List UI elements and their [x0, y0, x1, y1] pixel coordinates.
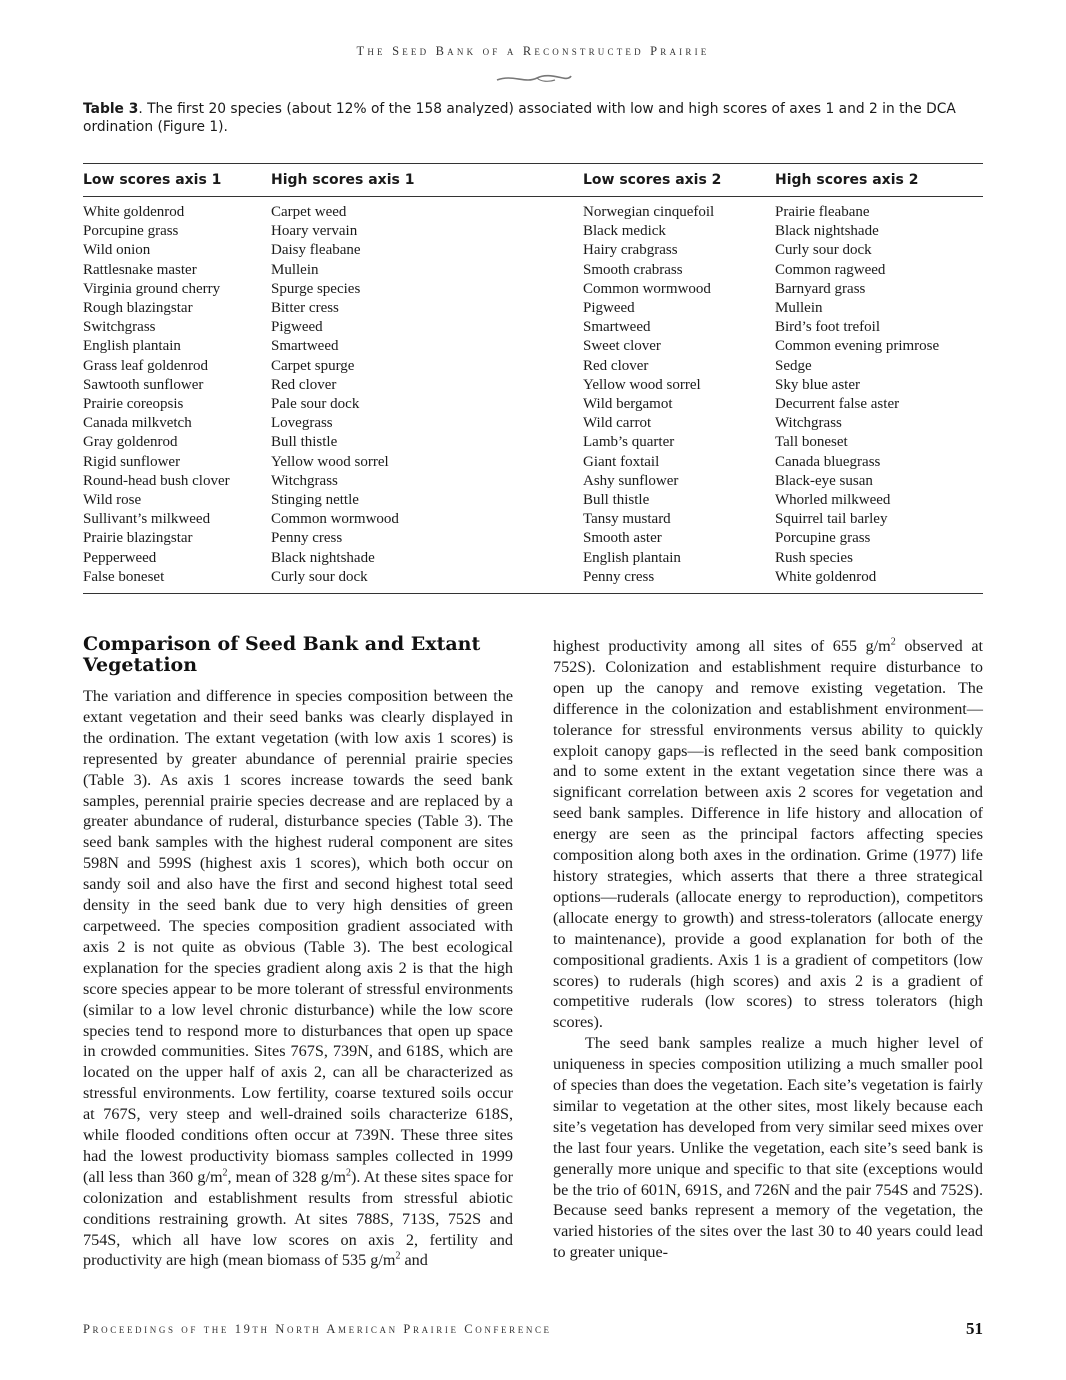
table-cell: Daisy fleabane — [271, 242, 361, 259]
table-cell: Smartweed — [271, 338, 339, 355]
page-footer — [83, 1319, 983, 1339]
table-cell: Sedge — [775, 357, 812, 374]
table-cell: Wild carrot — [583, 415, 652, 432]
table-cell: Switchgrass — [83, 319, 156, 336]
table-cell: Squirrel tail barley — [775, 511, 888, 528]
table-cell: Prairie blazingstar — [83, 530, 193, 547]
column-low-axis-2 — [583, 203, 714, 587]
table-cell: Wild bergamot — [583, 396, 673, 413]
table-cell: Lamb’s quarter — [583, 434, 675, 451]
table-cell: Canada bluegrass — [775, 453, 881, 470]
table-cell: Penny cress — [271, 530, 343, 547]
header-low-axis-1: Low scores axis 1 — [83, 172, 222, 188]
table-cell: Black medick — [583, 223, 666, 240]
header-high-axis-2: High scores axis 2 — [775, 172, 919, 188]
table-cell: Common wormwood — [271, 511, 399, 528]
table-cell: Stinging nettle — [271, 492, 359, 509]
table-cell: Bird’s foot trefoil — [775, 319, 880, 336]
table-cell: False boneset — [83, 568, 165, 585]
table-cell: Yellow wood sorrel — [271, 453, 389, 470]
table-cell: Sweet clover — [583, 338, 661, 355]
table-cell: English plantain — [83, 338, 181, 355]
table-cell: Black nightshade — [271, 549, 375, 566]
table-cell: White goldenrod — [83, 204, 185, 220]
table-header — [83, 172, 983, 190]
right-paragraph-1: highest productivity among all sites of 655 $g/m^2$ observed at 752S). Colonization and establishment require disturbance to open up the canopy and remove existing vegetation. The difference in the colonization and establishment environment—tolerance for stressful environments versus ability to quickly exploit canopy gaps—is reflected in the seed bank composition and to some extent in the extant vegetation since there was a significant correlation between axis 2 scores for vegetation and seed bank samples. Difference in life history and allocation of energy are seen as the principal factors affecting species composition along both axes in the ordination. Grime (1977) life history strategies, which asserts that there a three strategical options—ruderals (allocate energy to reproduction), competitors (allocate energy to growth) and stress-tolerators (allocate energy to maintenance), provide a good explanation for both of the compositional gradients. Axis 1 is a gradient of competitors (low scores) to ruderals (high scores) and axis 2 is a gradient of competitive ruderals (low scores) to stress tolerators (high scores). — [553, 636, 983, 1032]
table-cell: Ashy sunflower — [583, 472, 679, 489]
table-caption — [83, 100, 983, 136]
table-cell: Curly sour dock — [271, 568, 368, 585]
table-cell: Giant foxtail — [583, 453, 660, 470]
table-cell: Witchgrass — [271, 472, 338, 489]
table-cell: Virginia ground cherry — [83, 280, 221, 297]
species-table — [83, 203, 983, 588]
table-cell: Carpet weed — [271, 204, 347, 220]
table-cell: Prairie fleabane — [775, 204, 870, 220]
table-cell: Bull thistle — [271, 434, 338, 451]
section-title: Comparison of Seed Bank and Extant Vegetation — [83, 633, 481, 676]
table-cell: Barnyard grass — [775, 280, 866, 297]
right-paragraph-2: The seed bank samples realize a much higher level of uniqueness in species composition utilizing a much smaller pool of species than does the vegetation. Each site’s vegetation is fairly similar to vegetation at the other sites, most likely because each site’s vegetation has developed from very similar seed mixes over the last four years. Unlike the vegetation, each site’s seed bank is generally more unique and specific to that site (exceptions would be the trio of 601N, 691S, and 726N and the pair 754S and 752S). Because seed banks represent a memory of the vegetation, the varied histories of the sites over the last 30 to 40 years could lead to greater unique- — [553, 1034, 983, 1262]
table-cell: Pale sour dock — [271, 396, 360, 413]
table-cell: Smooth crabrass — [583, 261, 683, 278]
table-cell: Sullivant’s milkweed — [83, 511, 211, 528]
table-cell: Bitter cress — [271, 300, 339, 317]
table-cell: Tansy mustard — [583, 511, 671, 528]
table-cell: Red clover — [271, 376, 337, 393]
table-cell: Gray goldenrod — [83, 434, 178, 451]
table-cell: Lovegrass — [271, 415, 333, 432]
table-cell: Sawtooth sunflower — [83, 376, 204, 393]
table-cell: Hoary vervain — [271, 223, 358, 240]
table-cell: Wild onion — [83, 242, 151, 259]
table-cell: Black nightshade — [775, 223, 879, 240]
table-header-rule — [83, 196, 983, 197]
table-top-rule — [83, 163, 983, 164]
table-cell: Whorled milkweed — [775, 492, 891, 509]
table-cell: Spurge species — [271, 280, 361, 297]
table-cell: Grass leaf goldenrod — [83, 357, 208, 374]
column-high-axis-1 — [271, 203, 399, 587]
ornament-divider-icon — [493, 70, 573, 86]
table-cell: Pepperweed — [83, 549, 157, 566]
table-cell: Canada milkvetch — [83, 415, 192, 432]
table-cell: Rigid sunflower — [83, 453, 181, 470]
table-cell: Sky blue aster — [775, 376, 860, 393]
header-high-axis-1: High scores axis 1 — [271, 172, 415, 188]
table-cell: Witchgrass — [775, 415, 842, 432]
header-low-axis-2: Low scores axis 2 — [583, 172, 722, 188]
running-head: The Seed Bank of a Reconstructed Prairie — [356, 44, 710, 58]
table-cell: Decurrent false aster — [775, 396, 900, 413]
caption-text: . The first 20 species (about 12% of the 158 analyzed) associated with low and high scores of axes 1 and 2 in the DCA ordination (Figure 1). — [83, 101, 956, 135]
table-cell: Mullein — [271, 261, 319, 278]
table-cell: Black-eye susan — [775, 472, 873, 489]
right-column-text — [553, 636, 983, 1263]
table-cell: Bull thistle — [583, 492, 650, 509]
table-cell: Curly sour dock — [775, 242, 872, 259]
table-cell: Tall boneset — [775, 434, 848, 451]
table-cell: Rush species — [775, 549, 853, 566]
table-cell: Rattlesnake master — [83, 261, 197, 278]
table-cell: Prairie coreopsis — [83, 396, 184, 413]
column-low-axis-1 — [83, 203, 230, 587]
table-cell: Porcupine grass — [775, 530, 871, 547]
table-bottom-rule — [83, 593, 983, 594]
footer-text: Proceedings of the 19th North American Prairie Conference — [83, 1322, 552, 1336]
table-cell: Yellow wood sorrel — [583, 376, 701, 393]
table-cell: Smooth aster — [583, 530, 662, 547]
table-cell: Norwegian cinquefoil — [583, 204, 715, 220]
table-cell: Red clover — [583, 357, 649, 374]
table-cell: Rough blazingstar — [83, 300, 193, 317]
table-cell: Common evening primrose — [775, 338, 940, 355]
table-cell: Pigweed — [271, 319, 323, 336]
caption-label: Table 3 — [83, 101, 139, 117]
table-cell: Wild rose — [83, 492, 142, 509]
table-cell: Pigweed — [583, 300, 635, 317]
table-cell: Round-head bush clover — [83, 472, 230, 489]
table-cell: Porcupine grass — [83, 223, 179, 240]
table-cell: English plantain — [583, 549, 681, 566]
table-cell: Smartweed — [583, 319, 651, 336]
table-cell: Penny cress — [583, 568, 655, 585]
left-paragraph-1: The variation and difference in species composition between the extant vegetation and their seed banks was clearly displayed in the ordination. The extant vegetation (with low axis 1 scores) is represented by greater abundance of perennial prairie species (Table 3). As axis 1 scores increase towards the seed bank samples, perennial prairie species decrease and are replaced by a greater abundance of ruderal, disturbance species (Table 3). The seed bank samples with the highest ruderal component are sites 598N and 599S (highest axis 1 scores), which both occur on sandy soil and also have the first and second highest total seed density in the seed bank due to very high densities of green carpetweed. The species composition gradient associated with axis 2 is not quite as obvious (Table 3). The best ecological explanation for the species gradient along axis 2 is that the high score species appear to be more tolerant of stressful environments (similar to a low level chronic disturbance) while the low score species tend to respond more to disturbances that open up space in crowded communities. Sites 767S, 739N, and 618S, which are located on the upper half of axis 2, can all be characterized as stressful environments. Low fertility, coarse textured soils occur at 767S, very steep and well-drained soils characterize 618S, while flooded conditions often occur at 739N. These three sites had the lowest productivity biomass samples collected in 1999 (all less than 360 $g/m^2$, mean of 328 $g/m^2$). At these sites space for colonization and establishment results from stressful abiotic conditions restraining growth. At sites 788S, 713S, 752S and 754S, which all have low scores on axis 2, fertility and productivity are high (mean biomass of 535 $g/m^2$ and — [83, 687, 513, 1270]
table-cell: Common wormwood — [583, 280, 711, 297]
table-cell: Carpet spurge — [271, 357, 355, 374]
page-number: 51 — [966, 1319, 983, 1338]
table-cell: Mullein — [775, 300, 823, 317]
table-cell: Common ragweed — [775, 261, 886, 278]
table-cell: Hairy crabgrass — [583, 242, 678, 259]
left-column-text — [83, 686, 513, 1271]
column-high-axis-2 — [775, 203, 939, 587]
table-cell: White goldenrod — [775, 568, 877, 585]
